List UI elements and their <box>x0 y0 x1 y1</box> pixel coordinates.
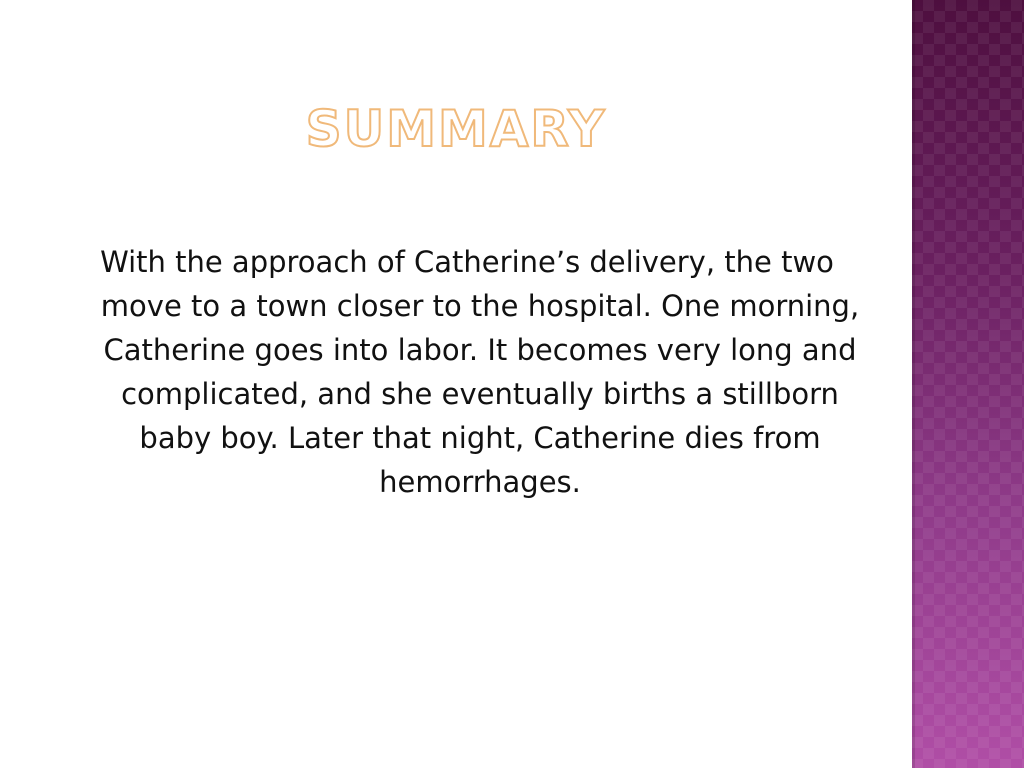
slide-body <box>72 240 862 504</box>
side-band-edge <box>912 0 915 768</box>
decorative-side-band <box>912 0 1024 768</box>
slide-title: SUMMARY <box>305 100 607 158</box>
body-paragraph: With the approach of Catherine’s delivery, the two move to a town closer to the hospital. One morning, Catherine goes into labor. It becomes very long and complicated, and she eventually births a stillborn baby boy. Later that night, Catherine dies from hemorrhages. <box>100 245 860 499</box>
